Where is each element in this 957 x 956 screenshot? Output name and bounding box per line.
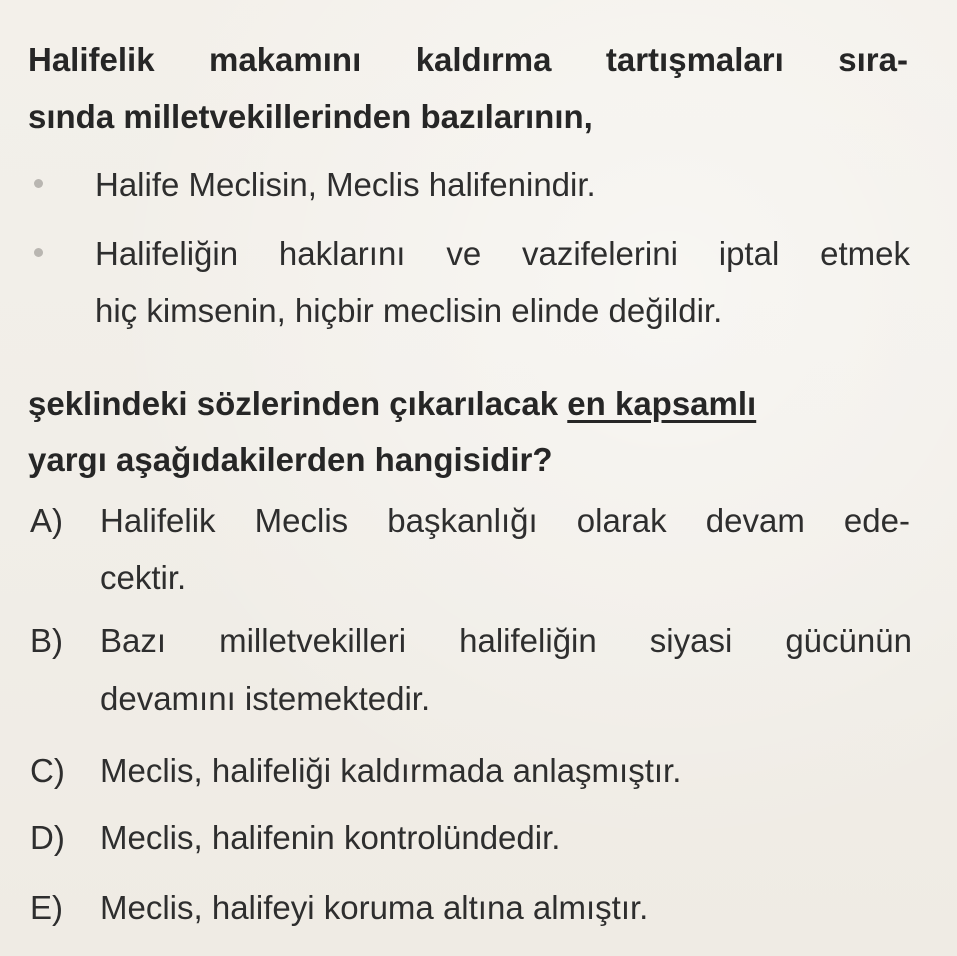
option-word: ede- [843, 502, 910, 539]
option-b-letter[interactable]: B) [30, 622, 63, 659]
quote-bullet-1: Halife Meclisin, Meclis halifenindir. [95, 166, 596, 203]
stem-word: sıra- [838, 41, 908, 78]
quote-bullet-2-line-1 [95, 234, 910, 274]
option-word: halifeliğin [459, 622, 597, 659]
option-d-letter[interactable]: D) [30, 819, 65, 856]
prompt-emphasis: en kapsamlı [567, 385, 757, 422]
quote-word: iptal [718, 235, 780, 272]
quote-word: Halifeliğin [95, 235, 239, 272]
option-b-line-1[interactable] [100, 621, 912, 661]
option-word: başkanlığı [387, 502, 538, 539]
stem-word: makamını [209, 41, 362, 78]
quote-word: vazifelerini [522, 235, 678, 272]
bullet-dot-icon [34, 248, 43, 257]
option-a-line-2[interactable]: cektir. [100, 559, 187, 596]
stem-word: tartışmaları [605, 41, 784, 78]
option-b-line-2[interactable]: devamını istemektedir. [100, 680, 431, 717]
quote-bullet-2-line-2: hiç kimsenin, hiçbir meclisin elinde değildir. [95, 292, 723, 329]
prompt-text: şeklindeki sözlerinden çıkarılacak [28, 385, 568, 422]
question-prompt-line-1 [28, 384, 756, 424]
quote-word: etmek [820, 235, 910, 272]
option-word: Bazı [100, 622, 167, 659]
option-a-line-1[interactable] [100, 501, 910, 541]
question-stem-line-2: sında milletvekillerinden bazılarının, [28, 98, 593, 135]
option-word: gücünün [785, 622, 912, 659]
quote-word: haklarını [278, 235, 406, 272]
option-word: siyasi [649, 622, 733, 659]
option-a-letter[interactable]: A) [30, 502, 63, 539]
stem-word: Halifelik [28, 41, 155, 78]
option-e-text[interactable]: Meclis, halifeyi koruma altına almıştır. [100, 889, 649, 926]
option-c-text[interactable]: Meclis, halifeliği kaldırmada anlaşmıştır. [100, 752, 682, 789]
option-word: olarak [576, 502, 667, 539]
question-stem-line-1 [28, 40, 908, 80]
option-word: Meclis [254, 502, 349, 539]
option-c-letter[interactable]: C) [30, 752, 65, 789]
stem-word: kaldırma [415, 41, 552, 78]
quote-word: ve [446, 235, 482, 272]
option-word: milletvekilleri [219, 622, 407, 659]
option-word: devam [705, 502, 805, 539]
option-e-letter[interactable]: E) [30, 889, 63, 926]
bullet-dot-icon [34, 179, 43, 188]
question-prompt-line-2: yargı aşağıdakilerden hangisidir? [28, 441, 553, 478]
option-d-text[interactable]: Meclis, halifenin kontrolündedir. [100, 819, 561, 856]
option-word: Halifelik [100, 502, 216, 539]
